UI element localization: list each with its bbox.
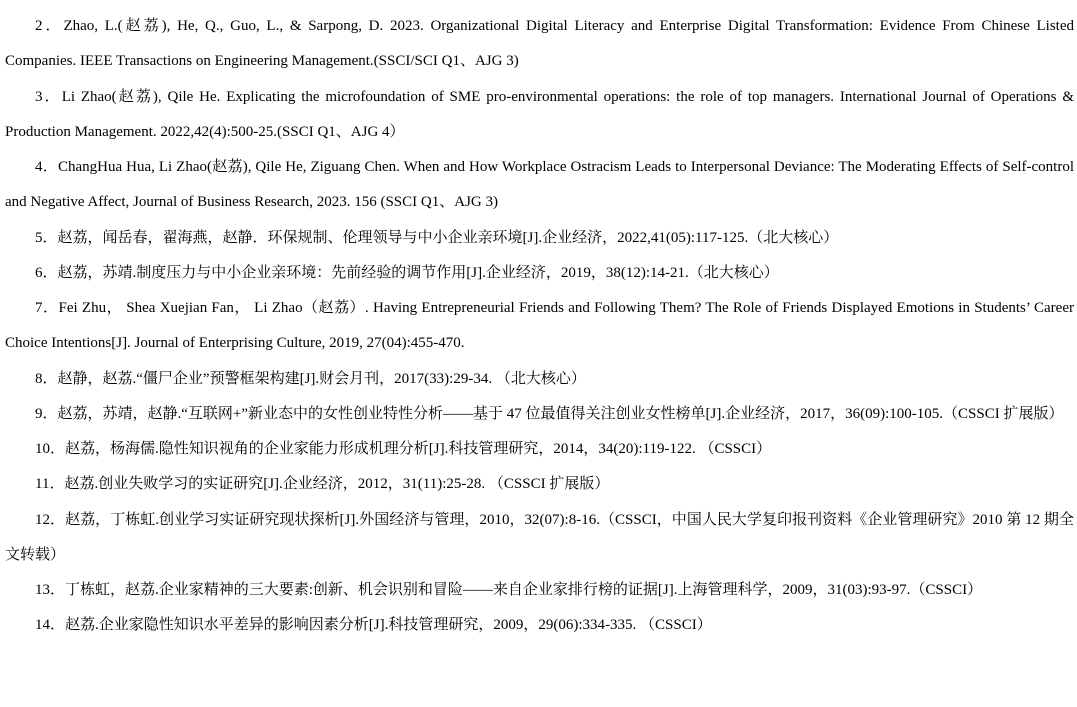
reference-text: ChangHua Hua, Li Zhao(赵荔), Qile He, Ziguang Chen. When and How Workplace Ostracism Leads to Interpersonal Deviance: The Moderating Effects of Self-control and Negative Affect, Journal of Business Research, 2023. 156 (SSCI Q1、AJG 3) [5,159,1074,211]
reference-text: Fei Zhu， Shea Xuejian Fan， Li Zhao（赵荔）. Having Entrepreneurial Friends and Following Them? The Role of Friends Displayed Emotions in Students’ Career Choice Intentions[J]. Journal of Enterprising Culture, 2019, 27(04):455-470. [5,300,1074,352]
reference-item [5,467,1074,502]
reference-item [5,80,1074,151]
reference-text: 赵荔.企业家隐性知识水平差异的影响因素分析[J].科技管理研究，2009，29(06):334-335. （CSSCI） [65,617,712,634]
reference-number: 9． [35,405,58,422]
reference-item [5,291,1074,362]
reference-text: 赵静，赵荔.“僵尸企业”预警框架构建[J].财会月刊，2017(33):29-34. （北大核心） [57,370,586,387]
reference-number: 3． [35,88,62,105]
reference-text: 赵荔，苏靖，赵静.“互联网+”新业态中的女性创业特性分析——基于 47 位最值得关注创业女性榜单[J].企业经济，2017，36(09):100-105.（CSSCI 扩展版） [57,405,1064,422]
reference-item [5,256,1074,291]
reference-item [5,362,1074,397]
reference-text: 赵荔，苏靖.制度压力与中小企业亲环境：先前经验的调节作用[J].企业经济，2019，38(12):14-21.（北大核心） [57,264,779,281]
reference-number: 12． [35,511,66,528]
reference-number: 7． [35,300,59,316]
reference-text: 赵荔，丁栋虹.创业学习实证研究现状探析[J].外国经济与管理，2010，32(07):8-16.（CSSCI，中国人民大学复印报刊资料《企业管理研究》2010 第 12 期全文转载） [5,511,1074,563]
reference-item [5,150,1074,221]
reference-number: 14． [35,617,66,634]
reference-item [5,397,1074,432]
reference-number: 2． [35,18,64,34]
reference-number: 8． [35,370,58,387]
reference-number: 11． [35,476,65,493]
reference-text: 赵荔.创业失败学习的实证研究[J].企业经济，2012，31(11):25-28. （CSSCI 扩展版） [64,476,610,493]
reference-number: 5． [35,229,58,246]
reference-text: 赵荔，杨海儒.隐性知识视角的企业家能力形成机理分析[J].科技管理研究，2014，34(20):119-122. （CSSCI） [65,441,772,457]
reference-item [5,573,1074,608]
reference-item [5,9,1074,80]
reference-number: 13． [35,582,66,598]
reference-list [5,9,1074,644]
reference-text: 丁栋虹，赵荔.企业家精神的三大要素:创新、机会识别和冒险——来自企业家排行榜的证据[J].上海管理科学，2009，31(03):93-97.（CSSCI） [65,582,983,598]
reference-item [5,432,1074,467]
reference-text: Zhao, L.(赵荔), He, Q., Guo, L., & Sarpong, D. 2023. Organizational Digital Literacy and Enterprise Digital Transformation: Evidence From Chinese Listed Companies. IEEE Transactions on Engineering Management.(SSCI/SCI Q1、AJG 3) [5,18,1074,70]
reference-number: 10． [35,441,66,457]
reference-number: 6． [35,264,58,281]
reference-item [5,221,1074,256]
reference-item [5,503,1074,574]
reference-text: Li Zhao(赵荔), Qile He. Explicating the microfoundation of SME pro-environmental operations: the role of top managers. International Journal of Operations & Production Management. 2022,42(4):500-25.(SSCI Q1、AJG 4） [5,88,1074,140]
reference-text: 赵荔，闻岳春，翟海燕，赵静．环保规制、伦理领导与中小企业亲环境[J].企业经济，2022,41(05):117-125.（北大核心） [57,229,839,246]
reference-item [5,608,1074,643]
reference-number: 4． [35,159,58,175]
